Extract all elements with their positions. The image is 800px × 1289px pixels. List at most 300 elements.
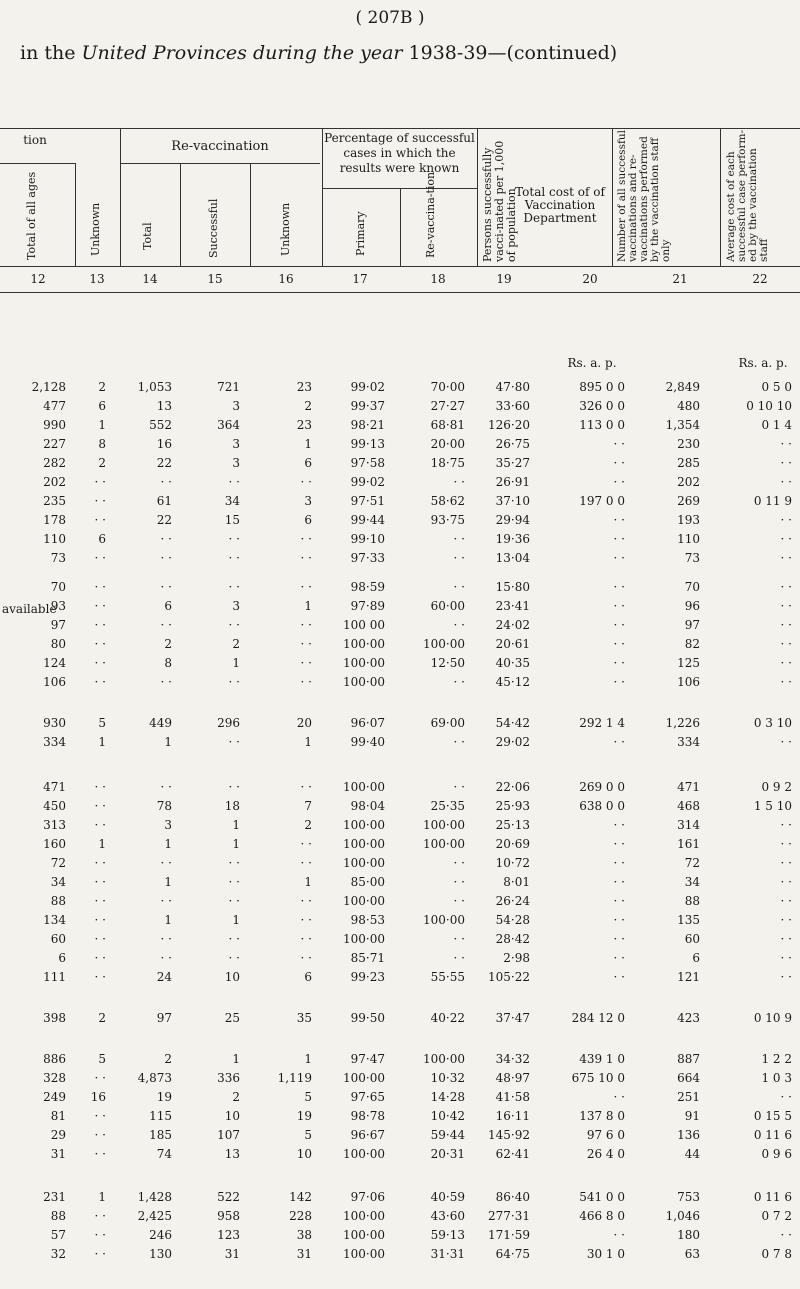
cell-c16: 23	[296, 418, 312, 432]
table-row	[0, 1228, 800, 1242]
cell-c14: 115	[149, 1109, 172, 1123]
cell-c12: 227	[43, 437, 66, 451]
cell-c21: 161	[677, 837, 700, 851]
cell-c18: 31·31	[430, 1247, 465, 1261]
cell-c12: 328	[43, 1071, 66, 1085]
header-revaccination-sub: Re-vaccina-tion	[424, 171, 437, 258]
cell-c19: 23·41	[495, 599, 530, 613]
cell-c14: 449	[149, 716, 172, 730]
cell-c12: 106	[43, 675, 66, 689]
cell-c20: 439 1 0	[579, 1052, 625, 1066]
cell-c21: 269	[677, 494, 700, 508]
cell-c13: 1	[98, 1190, 106, 1204]
cell-c12: 93	[50, 599, 66, 613]
table-row	[0, 1071, 800, 1085]
cell-c14: · ·	[160, 618, 172, 632]
cell-c20: · ·	[613, 532, 625, 546]
cell-c16: 2	[304, 818, 312, 832]
cell-c12: 97	[50, 618, 66, 632]
table-row	[0, 932, 800, 946]
cell-c14: 185	[149, 1128, 172, 1142]
cell-c22: · ·	[780, 913, 792, 927]
cell-c15: · ·	[228, 932, 240, 946]
header-number-successful: Number of all successful vaccinations and re-vaccinations performed by the vaccination staff only	[616, 130, 672, 262]
cell-c20: · ·	[613, 675, 625, 689]
cell-c20: 638 0 0	[579, 799, 625, 813]
cell-c17: 97·33	[350, 551, 385, 565]
cell-c13: 2	[98, 380, 106, 394]
cell-c22: 0 9 6	[761, 1147, 792, 1161]
cell-c15: · ·	[228, 475, 240, 489]
cell-c18: 20·31	[430, 1147, 465, 1161]
cell-c22: · ·	[780, 618, 792, 632]
cell-c16: 19	[296, 1109, 312, 1123]
cell-c14: 1	[164, 735, 172, 749]
cell-c12: 57	[50, 1228, 66, 1242]
cell-c17: 97·58	[350, 456, 385, 470]
cell-c18: 58·62	[430, 494, 465, 508]
cell-c19: 126·20	[488, 418, 530, 432]
cell-c15: 107	[217, 1128, 240, 1142]
cell-c17: 99·44	[350, 513, 385, 527]
cell-c18: · ·	[453, 580, 465, 594]
cell-c16: 23	[296, 380, 312, 394]
cell-c17: 100·00	[343, 637, 385, 651]
cell-c22: · ·	[780, 1090, 792, 1104]
table-row	[0, 1247, 800, 1261]
cell-c20: 284 12 0	[571, 1011, 625, 1025]
cell-c14: 1	[164, 913, 172, 927]
cell-c12: 124	[43, 656, 66, 670]
cell-c15: 31	[224, 1247, 240, 1261]
cell-c21: 106	[677, 675, 700, 689]
table-row	[0, 837, 800, 851]
cell-c13: · ·	[94, 875, 106, 889]
cell-c15: 34	[224, 494, 240, 508]
cell-c15: 10	[224, 1109, 240, 1123]
cell-c18: 10·42	[430, 1109, 465, 1123]
header-percentage: Percentage of successful cases in which the results were known	[324, 131, 475, 175]
cell-c12: 398	[43, 1011, 66, 1025]
cell-c17: 100·00	[343, 1147, 385, 1161]
cell-c20: · ·	[613, 475, 625, 489]
cell-c19: 28·42	[495, 932, 530, 946]
cell-c22: · ·	[780, 475, 792, 489]
cell-c14: · ·	[160, 780, 172, 794]
cell-c21: 1,046	[665, 1209, 700, 1223]
cell-c15: 336	[217, 1071, 240, 1085]
cell-c19: 29·02	[495, 735, 530, 749]
cell-c14: 246	[149, 1228, 172, 1242]
cell-c14: 97	[156, 1011, 172, 1025]
cell-c22: · ·	[780, 656, 792, 670]
cell-c21: 2,849	[665, 380, 700, 394]
table-row	[0, 1147, 800, 1161]
cell-c14: 19	[156, 1090, 172, 1104]
cell-c19: 2·98	[503, 951, 530, 965]
cell-c22: · ·	[780, 675, 792, 689]
cell-c13: 16	[90, 1090, 106, 1104]
vrule-14	[180, 163, 181, 266]
table-row	[0, 1109, 800, 1123]
table-row	[0, 799, 800, 813]
cell-c21: 60	[684, 932, 700, 946]
cell-c18: · ·	[453, 532, 465, 546]
cell-c18: · ·	[453, 735, 465, 749]
cell-c18: 55·55	[430, 970, 465, 984]
cell-c17: 97·51	[350, 494, 385, 508]
cell-c14: 4,873	[137, 1071, 172, 1085]
cell-c17: 99·50	[350, 1011, 385, 1025]
cell-c12: 249	[43, 1090, 66, 1104]
cell-c20: · ·	[613, 551, 625, 565]
cell-c22: · ·	[780, 580, 792, 594]
cell-c14: 78	[156, 799, 172, 813]
cell-c21: 70	[684, 580, 700, 594]
cell-c19: 26·75	[495, 437, 530, 451]
cell-c16: 1,119	[277, 1071, 312, 1085]
cell-c13: · ·	[94, 856, 106, 870]
cell-c13: · ·	[94, 1109, 106, 1123]
note-available: available	[2, 602, 57, 616]
cell-c16: · ·	[300, 675, 312, 689]
cell-c17: 99·40	[350, 735, 385, 749]
cell-c19: 26·91	[495, 475, 530, 489]
table-row	[0, 1052, 800, 1066]
vrule-17	[400, 188, 401, 266]
cell-c15: 1	[232, 656, 240, 670]
cell-c13: · ·	[94, 551, 106, 565]
cell-c20: · ·	[613, 856, 625, 870]
cell-c14: · ·	[160, 951, 172, 965]
cell-c22: · ·	[780, 894, 792, 908]
cell-c12: 80	[50, 637, 66, 651]
cell-c22: 0 11 9	[753, 494, 792, 508]
cell-c17: 99·02	[350, 475, 385, 489]
vrule-18	[477, 128, 478, 266]
header-primary: Primary	[354, 211, 367, 256]
table-row	[0, 580, 800, 594]
cell-c12: 134	[43, 913, 66, 927]
cell-c21: 88	[684, 894, 700, 908]
cell-c21: 664	[677, 1071, 700, 1085]
table-row	[0, 437, 800, 451]
cell-c20: 269 0 0	[579, 780, 625, 794]
table-row	[0, 494, 800, 508]
cell-c17: 99·10	[350, 532, 385, 546]
cell-c17: 99·23	[350, 970, 385, 984]
colnum-22: 22	[752, 272, 768, 286]
cell-c13: · ·	[94, 799, 106, 813]
cell-c17: 96·07	[350, 716, 385, 730]
cell-c17: 98·59	[350, 580, 385, 594]
table-row	[0, 475, 800, 489]
cell-c17: 100·00	[343, 656, 385, 670]
cell-c14: 6	[164, 599, 172, 613]
table-row	[0, 875, 800, 889]
cell-c17: 97·65	[350, 1090, 385, 1104]
cell-c13: · ·	[94, 1071, 106, 1085]
cell-c12: 313	[43, 818, 66, 832]
cell-c16: 5	[304, 1128, 312, 1142]
table-row	[0, 380, 800, 394]
cell-c15: 123	[217, 1228, 240, 1242]
cell-c18: 40·22	[430, 1011, 465, 1025]
colnum-17: 17	[352, 272, 368, 286]
header-successful: Successful	[207, 198, 220, 258]
cell-c12: 29	[50, 1128, 66, 1142]
cell-c15: · ·	[228, 551, 240, 565]
cell-c15: 2	[232, 1090, 240, 1104]
colnum-12: 12	[30, 272, 46, 286]
cell-c21: 193	[677, 513, 700, 527]
cell-c12: 88	[50, 1209, 66, 1223]
cell-c15: 3	[232, 399, 240, 413]
table-row	[0, 856, 800, 870]
cell-c16: 20	[296, 716, 312, 730]
cell-c21: 136	[677, 1128, 700, 1142]
cell-c22: · ·	[780, 513, 792, 527]
cell-c14: 22	[156, 456, 172, 470]
cell-c19: 171·59	[488, 1228, 530, 1242]
cell-c15: · ·	[228, 875, 240, 889]
cell-c14: · ·	[160, 932, 172, 946]
cell-c17: 100·00	[343, 1228, 385, 1242]
cell-c12: 88	[50, 894, 66, 908]
cell-c20: 541 0 0	[579, 1190, 625, 1204]
cell-c17: 96·67	[350, 1128, 385, 1142]
page-title	[20, 42, 617, 64]
cell-c21: 423	[677, 1011, 700, 1025]
cell-c15: 1	[232, 818, 240, 832]
cell-c19: 35·27	[495, 456, 530, 470]
title-italic: United Provinces during the year	[81, 42, 403, 64]
cell-c19: 24·02	[495, 618, 530, 632]
cell-c19: 10·72	[495, 856, 530, 870]
cell-c18: · ·	[453, 475, 465, 489]
header-total-cost: Total cost of of Vaccination Department	[515, 185, 605, 225]
cell-c22: · ·	[780, 818, 792, 832]
cell-c14: 8	[164, 656, 172, 670]
cell-c13: 2	[98, 456, 106, 470]
cell-c12: 477	[43, 399, 66, 413]
cell-c20: · ·	[613, 656, 625, 670]
cell-c15: 958	[217, 1209, 240, 1223]
cell-c15: 10	[224, 970, 240, 984]
vrule-15	[250, 163, 251, 266]
cell-c12: 31	[50, 1147, 66, 1161]
cell-c22: 0 11 6	[753, 1128, 792, 1142]
table-row	[0, 599, 800, 613]
cell-c20: 292 1 4	[579, 716, 625, 730]
header-revaccination: Re-vaccination	[171, 139, 269, 154]
cell-c21: 202	[677, 475, 700, 489]
cell-c22: · ·	[780, 875, 792, 889]
cell-c14: 22	[156, 513, 172, 527]
cell-c21: 1,354	[665, 418, 700, 432]
cell-c17: 99·02	[350, 380, 385, 394]
cell-c15: 25	[224, 1011, 240, 1025]
cell-c13: · ·	[94, 637, 106, 651]
cell-c14: 130	[149, 1247, 172, 1261]
cell-c15: 1	[232, 837, 240, 851]
cell-c12: 72	[50, 856, 66, 870]
cell-c18: 25·35	[430, 799, 465, 813]
cell-c22: 0 7 8	[761, 1247, 792, 1261]
cell-c17: 100·00	[343, 894, 385, 908]
table-row	[0, 970, 800, 984]
cell-c19: 20·61	[495, 637, 530, 651]
cell-c17: 98·04	[350, 799, 385, 813]
cell-c22: · ·	[780, 599, 792, 613]
cell-c21: 1,226	[665, 716, 700, 730]
table-row	[0, 513, 800, 527]
cell-c16: · ·	[300, 837, 312, 851]
cell-c17: 100·00	[343, 856, 385, 870]
header-sub-rule-b	[120, 163, 320, 164]
cell-c17: 100 00	[343, 618, 385, 632]
table-row	[0, 399, 800, 413]
cell-c15: 1	[232, 1052, 240, 1066]
cell-c18: 100·00	[423, 637, 465, 651]
table-row	[0, 656, 800, 670]
cell-c22: 1 0 3	[761, 1071, 792, 1085]
cell-c19: 62·41	[495, 1147, 530, 1161]
table-row	[0, 780, 800, 794]
cell-c22: · ·	[780, 551, 792, 565]
table-row	[0, 637, 800, 651]
cell-c17: 85·00	[350, 875, 385, 889]
cell-c19: 20·69	[495, 837, 530, 851]
cell-c18: 27·27	[430, 399, 465, 413]
cell-c15: 18	[224, 799, 240, 813]
cell-c12: 886	[43, 1052, 66, 1066]
cell-c19: 33·60	[495, 399, 530, 413]
cell-c17: 100·00	[343, 1247, 385, 1261]
cell-c13: · ·	[94, 675, 106, 689]
cell-c20: · ·	[613, 437, 625, 451]
cell-c16: · ·	[300, 656, 312, 670]
cell-c20: · ·	[613, 894, 625, 908]
cell-c21: 44	[684, 1147, 700, 1161]
cell-c16: · ·	[300, 780, 312, 794]
cell-c17: 100·00	[343, 837, 385, 851]
cell-c13: · ·	[94, 913, 106, 927]
cell-c13: 1	[98, 837, 106, 851]
page-number: ( 207B )	[355, 8, 425, 28]
header-bottom-rule	[0, 266, 800, 267]
cell-c16: 1	[304, 1052, 312, 1066]
cell-c12: 2,128	[31, 380, 66, 394]
cell-c21: 73	[684, 551, 700, 565]
table-row	[0, 1011, 800, 1025]
cell-c18: · ·	[453, 551, 465, 565]
cell-c13: 6	[98, 399, 106, 413]
cell-c13: 8	[98, 437, 106, 451]
cell-c19: 54·28	[495, 913, 530, 927]
cell-c13: · ·	[94, 970, 106, 984]
cell-c12: 73	[50, 551, 66, 565]
cell-c14: 24	[156, 970, 172, 984]
cell-c12: 235	[43, 494, 66, 508]
cell-c21: 63	[684, 1247, 700, 1261]
colnum-13: 13	[89, 272, 105, 286]
cell-c12: 178	[43, 513, 66, 527]
cell-c21: 91	[684, 1109, 700, 1123]
cell-c19: 41·58	[495, 1090, 530, 1104]
cell-c21: 110	[677, 532, 700, 546]
cell-c19: 145·92	[488, 1128, 530, 1142]
cell-c22: · ·	[780, 637, 792, 651]
cell-c22: · ·	[780, 532, 792, 546]
cell-c12: 160	[43, 837, 66, 851]
cell-c20: · ·	[613, 913, 625, 927]
cell-c18: · ·	[453, 932, 465, 946]
table-row	[0, 418, 800, 432]
cell-c13: 1	[98, 735, 106, 749]
cell-c19: 37·10	[495, 494, 530, 508]
table-row	[0, 1190, 800, 1204]
cell-c12: 930	[43, 716, 66, 730]
cell-c19: 25·93	[495, 799, 530, 813]
cell-c13: · ·	[94, 494, 106, 508]
cell-c18: · ·	[453, 951, 465, 965]
cell-c19: 26·24	[495, 894, 530, 908]
cell-c16: 6	[304, 456, 312, 470]
cell-c22: 0 3 10	[753, 716, 792, 730]
cell-c16: 2	[304, 399, 312, 413]
cell-c12: 282	[43, 456, 66, 470]
cell-c20: · ·	[613, 580, 625, 594]
cell-c15: · ·	[228, 532, 240, 546]
vrule-12	[75, 163, 76, 266]
cell-c19: 45·12	[495, 675, 530, 689]
cell-c16: · ·	[300, 475, 312, 489]
cell-c21: 314	[677, 818, 700, 832]
cell-c21: 285	[677, 456, 700, 470]
cell-c14: · ·	[160, 532, 172, 546]
cell-c15: 13	[224, 1147, 240, 1161]
cell-c18: 70·00	[430, 380, 465, 394]
cell-c22: · ·	[780, 1228, 792, 1242]
cell-c20: 895 0 0	[579, 380, 625, 394]
cell-c14: 74	[156, 1147, 172, 1161]
cell-c18: · ·	[453, 894, 465, 908]
cell-c15: 364	[217, 418, 240, 432]
cell-c16: · ·	[300, 580, 312, 594]
cell-c22: 0 9 2	[761, 780, 792, 794]
cell-c18: 100·00	[423, 837, 465, 851]
cell-c13: · ·	[94, 599, 106, 613]
cell-c17: 100·00	[343, 932, 385, 946]
cell-c21: 96	[684, 599, 700, 613]
cell-c17: 98·21	[350, 418, 385, 432]
cell-c18: 59·13	[430, 1228, 465, 1242]
cell-c15: · ·	[228, 780, 240, 794]
cell-c18: 68·81	[430, 418, 465, 432]
cell-c13: · ·	[94, 618, 106, 632]
vrule-20	[612, 128, 613, 266]
cell-c15: 1	[232, 913, 240, 927]
cell-c14: 2	[164, 637, 172, 651]
cell-c14: 552	[149, 418, 172, 432]
cell-c16: · ·	[300, 913, 312, 927]
cell-c14: 3	[164, 818, 172, 832]
cell-c21: 135	[677, 913, 700, 927]
cell-c18: 69·00	[430, 716, 465, 730]
header-unknown-2: Unknown	[279, 202, 292, 256]
cell-c12: 202	[43, 475, 66, 489]
